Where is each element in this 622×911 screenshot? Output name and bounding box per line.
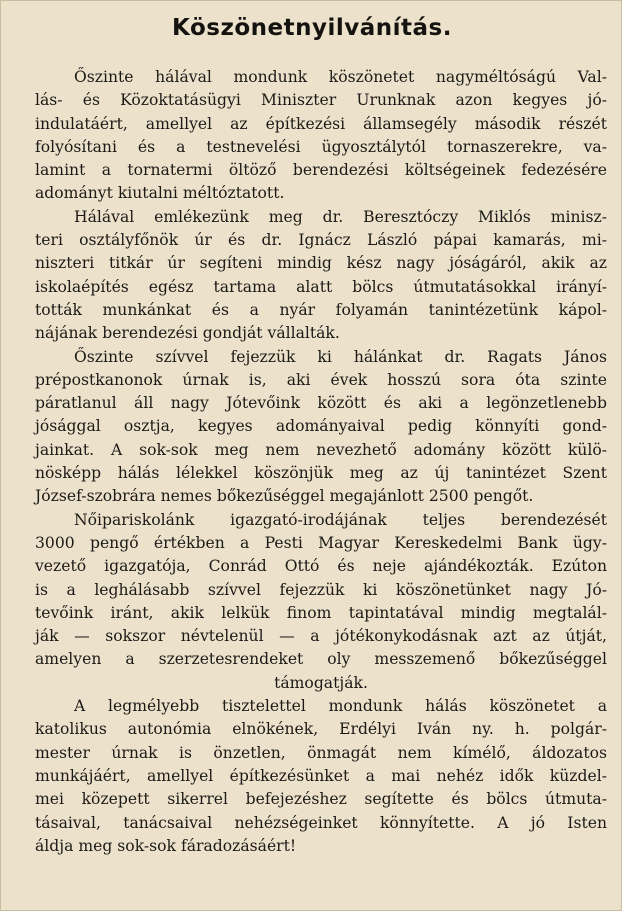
text-line: páratlanul áll nagy Jótevőink között és aki a legönzetlenebb [35,394,607,413]
text-line: A legmélyebb tisztelettel mondunk hálás köszönetet a [74,697,607,716]
text-line: iskolaépítés egész tartama alatt bölcs útmutatásokkal irányí- [35,277,607,296]
paragraph-2 [35,206,607,346]
text-line: mester úrnak is önzetlen, önmagát nem kímélő, áldozatos [35,743,607,762]
text-line: nájának berendezési gondját vállalták. [35,324,340,343]
text-line: prépostkanonok úrnak is, aki évek hosszú sora óta szinte [35,370,607,389]
text-line: vezető igazgatója, Conrád Ottó és neje ajándékozták. Ezúton [35,557,607,576]
text-line: lamint a tornatermi öltöző berendezési költségeinek fedezésére [35,161,607,180]
text-line: támogatják. [274,673,368,692]
text-line: lás- és Közoktatásügyi Miniszter Urunknak azon kegyes jó- [35,91,607,110]
paragraph-1 [35,66,607,206]
text-line: tották munkánkat és a nyár folyamán tanintézetünk kápol- [35,300,607,319]
paragraph-3 [35,346,607,509]
paragraph-5 [35,695,607,858]
text-line: Őszinte hálával mondunk köszönetet nagyméltóságú Val- [74,68,607,86]
document-body [35,66,607,858]
text-line: tevőink iránt, akik lelkük finom tapintatával mindig megtalál- [35,603,607,622]
text-line: indulatáért, amellyel az építkezési államsegély második részét [35,114,607,133]
text-line: áldja meg sok-sok fáradozásáért! [35,836,297,855]
page-title: Köszönetnyilvánítás. [172,15,452,41]
text-line: teri osztályfőnök úr és dr. Ignácz László pápai kamarás, mi- [35,231,607,250]
text-line: jainkat. A sok-sok meg nem nevezhető adomány között külö- [35,440,607,459]
text-line: adományt kiutalni méltóztatott. [35,184,285,203]
text-line: tásaival, tanácsaival nehézségeinket könnyítette. A jó Isten [35,813,607,832]
text-line: Őszinte szívvel fejezzük ki hálánkat dr. Ragats János [74,347,607,366]
text-line: is a leghálásabb szívvel fejezzük ki köszönetünket nagy Jó- [35,580,607,599]
text-line: folyósítani és a testnevelési ügyosztálytól tornaszerekre, va- [35,137,607,156]
text-line: Hálával emlékezünk meg dr. Beresztóczy Miklós minisz- [74,207,607,226]
text-line: niszteri titkár úr segíteni mindig kész nagy jóságáról, akik az [35,254,607,273]
paragraph-4 [35,509,607,695]
text-line: jósággal osztja, kegyes adományaival pedig könnyíti gond- [35,417,607,436]
text-line: nösképp hálás lélekkel köszönjük meg az új tanintézet Szent [35,464,607,483]
text-line: mei közepett sikerrel befejezéshez segítette és bölcs útmuta- [35,790,607,809]
text-line: Nőipariskolánk igazgató-irodájának teljes berendezését [74,510,607,529]
text-line: amelyen a szerzetesrendeket oly messzemenő bőkezűséggel [35,650,607,669]
text-line: 3000 pengő értékben a Pesti Magyar Kereskedelmi Bank ügy- [35,533,607,552]
text-line: katolikus autonómia elnökének, Erdélyi Iván ny. h. polgár- [35,720,607,739]
text-line: József-szobrára nemes bőkezűséggel megajánlott 2500 pengőt. [35,487,534,506]
text-line: munkájáért, amellyel építkezésünket a mai nehéz idők küzdel- [35,766,607,785]
text-line: ják — sokszor névtelenül — a jótékonykodásnak azt az útját, [35,627,607,646]
